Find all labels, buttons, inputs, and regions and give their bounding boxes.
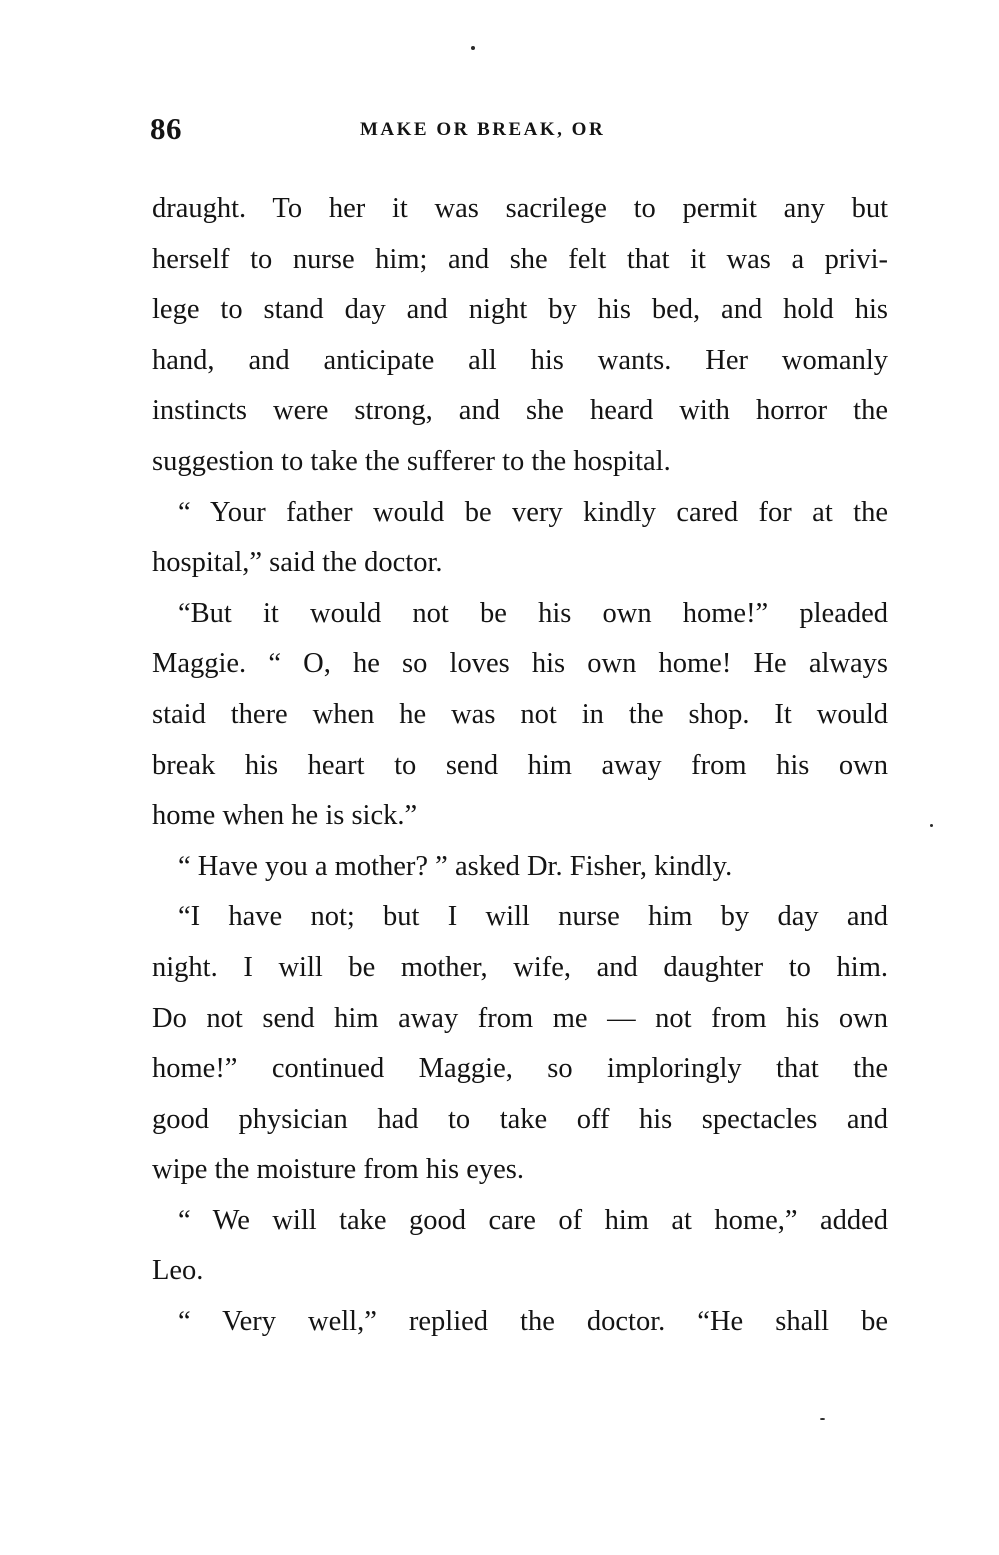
text-line: hand, and anticipate all his wants. Her womanly	[152, 344, 888, 376]
text-line: lege to stand day and night by his bed, and hold his	[152, 294, 888, 326]
ink-speck	[820, 1418, 825, 1420]
text-line: “ We will take good care of him at home,” added	[178, 1204, 888, 1236]
text-line: Leo.	[152, 1255, 204, 1287]
text-line: hospital,” said the doctor.	[152, 547, 443, 579]
ink-speck	[471, 46, 475, 50]
text-line: “I have not; but I will nurse him by day and	[178, 901, 888, 933]
text-line: home when he is sick.”	[152, 800, 418, 832]
running-title: MAKE OR BREAK, OR	[360, 119, 606, 140]
text-line: wipe the moisture from his eyes.	[152, 1154, 525, 1186]
text-line: Maggie. “ O, he so loves his own home! He always	[152, 648, 888, 680]
text-line: herself to nurse him; and she felt that it was a privi-	[152, 243, 888, 275]
text-line: “ Your father would be very kindly cared for at the	[178, 496, 888, 528]
text-line: night. I will be mother, wife, and daughter to him.	[152, 951, 888, 983]
text-line: Do not send him away from me — not from his own	[152, 1002, 888, 1034]
text-line: “But it would not be his own home!” pleaded	[178, 597, 888, 629]
text-line: “ Have you a mother? ” asked Dr. Fisher, kindly.	[178, 850, 733, 882]
body-text	[152, 184, 888, 1348]
text-line: home!” continued Maggie, so imploringly that the	[152, 1053, 888, 1085]
text-line: “ Very well,” replied the doctor. “He shall be	[178, 1306, 888, 1338]
ink-speck	[930, 824, 933, 827]
text-line: instincts were strong, and she heard with horror the	[152, 395, 888, 427]
text-line: suggestion to take the sufferer to the hospital.	[152, 445, 671, 477]
text-line: draught. To her it was sacrilege to permit any but	[152, 193, 888, 224]
text-line: good physician had to take off his spectacles and	[152, 1103, 888, 1135]
text-line: break his heart to send him away from his own	[152, 749, 888, 781]
page-number: 86	[150, 111, 182, 146]
text-line: staid there when he was not in the shop. It would	[152, 698, 888, 730]
